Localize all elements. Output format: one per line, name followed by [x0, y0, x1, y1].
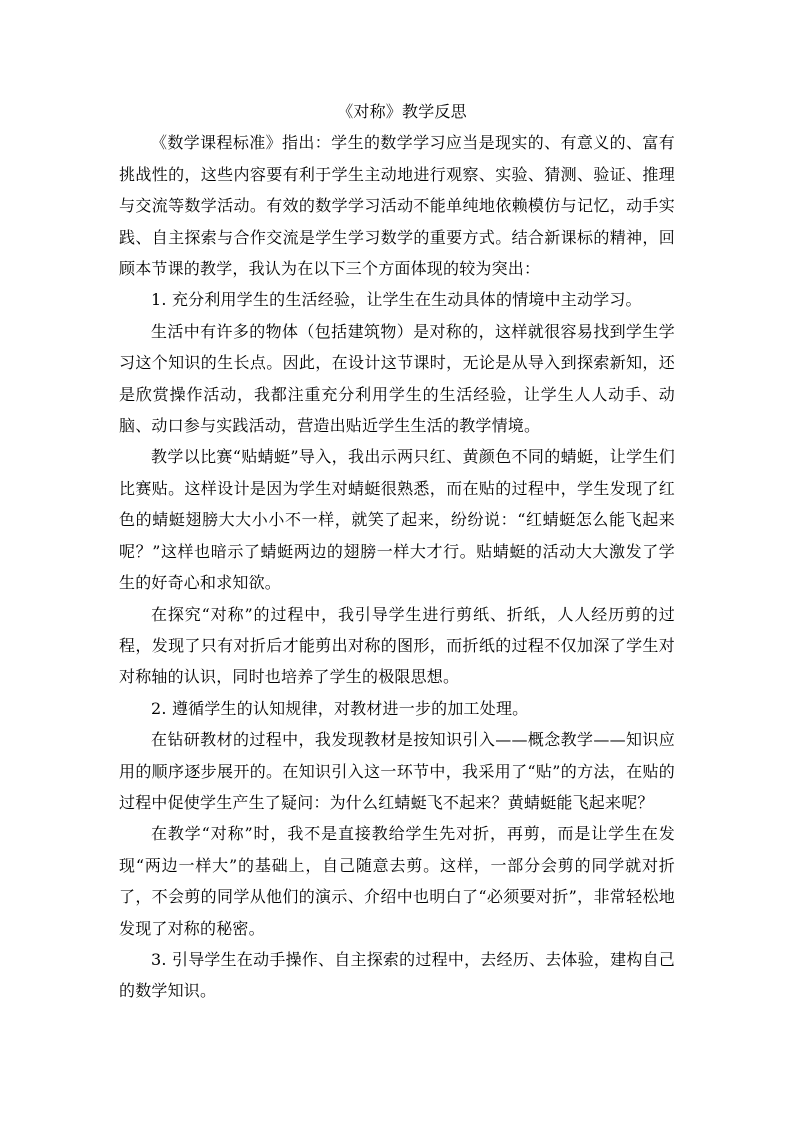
document-title: 《对称》教学反思	[337, 102, 467, 121]
paragraph-point-1-heading: 1. 充分利用学生的生活经验，让学生在生动具体的情境中主动学习。	[151, 290, 642, 310]
paragraph-life-objects: 生活中有许多的物体（包括建筑物）是对称的，这样就很容易找到学生学习这个知识的生长点。因此，在设计这节课时，无论是从导入到探索新知，还是欣赏操作活动，我都注重充分利用学生的生活经验，让学生人人动手、动脑、动口参与实践活动，营造出贴近学生生活的教学情境。	[119, 321, 675, 436]
paragraph-point-3-heading: 3. 引导学生在动手操作、自主探索的过程中，去经历、去体验，建构自己的数学知识。	[119, 949, 675, 1001]
paragraph-teaching-symmetry: 在教学“对称”时，我不是直接教给学生先对折，再剪，而是让学生在发现“两边一样大”的基础上，自己随意去剪。这样，一部分会剪的同学就对折了，不会剪的同学从他们的演示、介绍中也明白了“必须要对折”，非常轻松地发现了对称的秘密。	[119, 824, 675, 938]
paragraph-point-2-heading: 2. 遵循学生的认知规律，对教材进一步的加工处理。	[151, 698, 529, 718]
paragraph-intro: 《数学课程标准》指出：学生的数学学习应当是现实的、有意义的、富有挑战性的，这些内容要有利于学生主动地进行观察、实验、猜测、验证、推理与交流等数学活动。有效的数学学习活动不能单纯地依赖模仿与记忆，动手实践、自主探索与合作交流是学生学习数学的重要方式。结合新课标的精神，回顾本节课的教学，我认为在以下三个方面体现的较为突出：	[119, 133, 675, 279]
paragraph-dragonfly-game: 教学以比赛“贴蜻蜓”导入，我出示两只红、黄颜色不同的蜻蜓，让学生们比赛贴。这样设计是因为学生对蜻蜓很熟悉，而在贴的过程中，学生发现了红色的蜻蜓翅膀大大小小不一样，就笑了起来，纷纷说：“红蜻蜓怎么能飞起来呢？”这样也暗示了蜻蜓两边的翅膀一样大才行。贴蜻蜓的活动大大激发了学生的好奇心和求知欲。	[119, 447, 675, 593]
paragraph-paper-cutting: 在探究“对称”的过程中，我引导学生进行剪纸、折纸，人人经历剪的过程，发现了只有对折后才能剪出对称的图形，而折纸的过程不仅加深了学生对对称轴的认识，同时也培养了学生的极限思想。	[119, 604, 675, 687]
paragraph-textbook-study: 在钻研教材的过程中，我发现教材是按知识引入——概念教学——知识应用的顺序逐步展开的。在知识引入这一环节中，我采用了“贴”的方法，在贴的过程中促使学生产生了疑问：为什么红蜻蜓飞不起来？黄蜻蜓能飞起来呢？	[119, 730, 675, 812]
document-body	[119, 96, 675, 1007]
